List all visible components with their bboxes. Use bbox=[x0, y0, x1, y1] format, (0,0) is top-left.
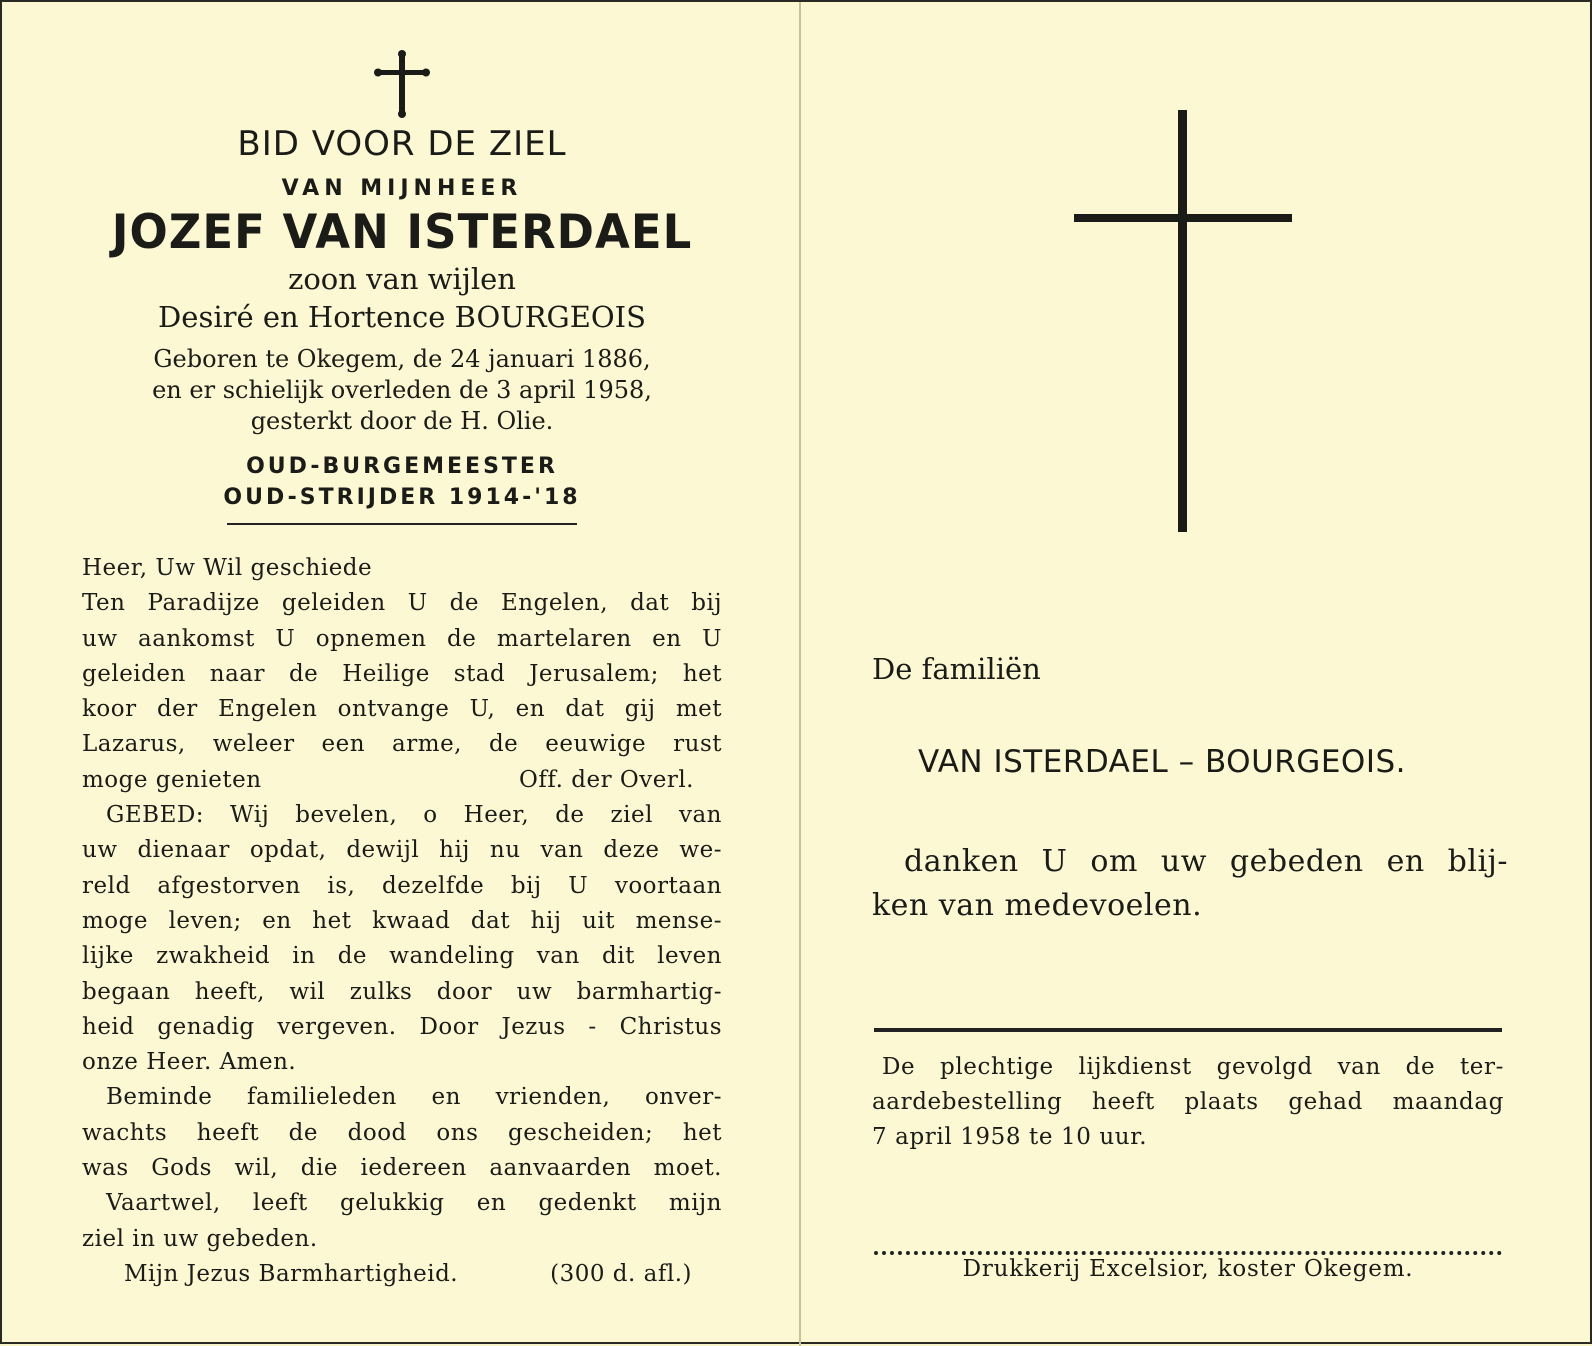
death-line: en er schielijk overleden de 3 april 1958, bbox=[152, 376, 652, 404]
prayer-line: wachts heeft de dood ons gescheiden; het bbox=[82, 1119, 722, 1146]
prayer-line: onze Heer. Amen. bbox=[82, 1049, 297, 1076]
prayer-line: reld afgestorven is, dezelfde bij U voortaan bbox=[82, 872, 722, 899]
prayer-line: Lazarus, weleer een arme, de eeuwige rust bbox=[82, 731, 722, 758]
title-mayor: OUD-BURGEMEESTER bbox=[246, 454, 558, 479]
printer-credit: Drukkerij Excelsior, koster Okegem. bbox=[962, 1256, 1414, 1282]
indulgence: (300 d. afl.) bbox=[550, 1260, 692, 1287]
prayer-line: begaan heeft, wil zulks door uw barmhartig- bbox=[82, 978, 722, 1005]
prayer-line: Vaartwel, leeft gelukkig en gedenkt mijn bbox=[106, 1190, 722, 1217]
prayer-line-with-source bbox=[82, 763, 722, 798]
prayer-line: was Gods wil, die iedereen aanvaarden moet. bbox=[82, 1155, 722, 1182]
prayer-line: ziel in uw gebeden. bbox=[82, 1225, 318, 1252]
prayer-line: moge genieten bbox=[82, 766, 262, 793]
sacrament-line: gesterkt door de H. Olie. bbox=[250, 407, 554, 435]
prayer-line: geleiden naar de Heilige stad Jerusalem; het bbox=[82, 660, 722, 687]
left-panel bbox=[82, 50, 722, 1292]
ceremony-line: 7 april 1958 te 10 uur. bbox=[872, 1124, 1148, 1150]
large-cross-icon bbox=[1074, 110, 1292, 532]
prayer-line: uw dienaar opdat, dewijl hij nu van deze we- bbox=[82, 837, 722, 864]
titles bbox=[82, 451, 722, 513]
thanks-text bbox=[872, 840, 1508, 928]
ceremony-line: De plechtige lijkdienst gevolgd van de ter- bbox=[882, 1054, 1504, 1080]
prayer-line: lijke zwakheid in de wandeling van dit leven bbox=[82, 943, 722, 970]
families-name: VAN ISTERDAEL – BOURGEOIS. bbox=[918, 744, 1406, 780]
thanks-line: ken van medevoelen. bbox=[872, 888, 1203, 923]
families-label: De familiën bbox=[872, 652, 1041, 686]
prayer-source: Off. der Overl. bbox=[519, 766, 694, 793]
heading: BID VOOR DE ZIEL bbox=[237, 124, 567, 164]
invocation: Mijn Jezus Barmhartigheid. bbox=[124, 1260, 459, 1287]
birth-line: Geboren te Okegem, de 24 januari 1886, bbox=[153, 345, 651, 373]
prayer-text bbox=[82, 551, 722, 1292]
prayer-line: Beminde familieleden en vrienden, onver- bbox=[106, 1084, 722, 1111]
prayer-line: koor der Engelen ontvange U, en dat gij met bbox=[82, 696, 722, 723]
divider bbox=[227, 523, 577, 525]
deceased-name: JOZEF VAN ISTERDAEL bbox=[111, 203, 693, 260]
parents: Desiré en Hortence BOURGEOIS bbox=[158, 300, 646, 334]
thanks-line: danken U om uw gebeden en blij- bbox=[904, 844, 1508, 879]
fold-line bbox=[799, 2, 801, 1346]
van-mijnheer: VAN MIJNHEER bbox=[281, 176, 523, 201]
title-veteran: OUD-STRIJDER 1914-'18 bbox=[223, 485, 581, 510]
prayer-line: uw aankomst U opnemen de martelaren en U bbox=[82, 625, 722, 652]
dotted-divider bbox=[874, 1251, 1502, 1255]
prayer-line: GEBED: Wij bevelen, o Heer, de ziel van bbox=[106, 802, 722, 829]
indulgence-line bbox=[82, 1257, 722, 1292]
prayer-line: Ten Paradijze geleiden U de Engelen, dat bij bbox=[82, 590, 722, 617]
prayer-line: Heer, Uw Wil geschiede bbox=[82, 555, 373, 581]
birth-death-info bbox=[82, 344, 722, 437]
small-cross-icon bbox=[372, 50, 432, 120]
prayer-line: heid genadig vergeven. Door Jezus - Christus bbox=[82, 1013, 722, 1040]
ceremony-text bbox=[872, 1050, 1504, 1155]
ceremony-line: aardebestelling heeft plaats gehad maandag bbox=[872, 1089, 1504, 1115]
divider-right bbox=[874, 1028, 1502, 1032]
son-of: zoon van wijlen bbox=[288, 262, 516, 296]
prayer-line: moge leven; en het kwaad dat hij uit mense- bbox=[82, 907, 722, 934]
